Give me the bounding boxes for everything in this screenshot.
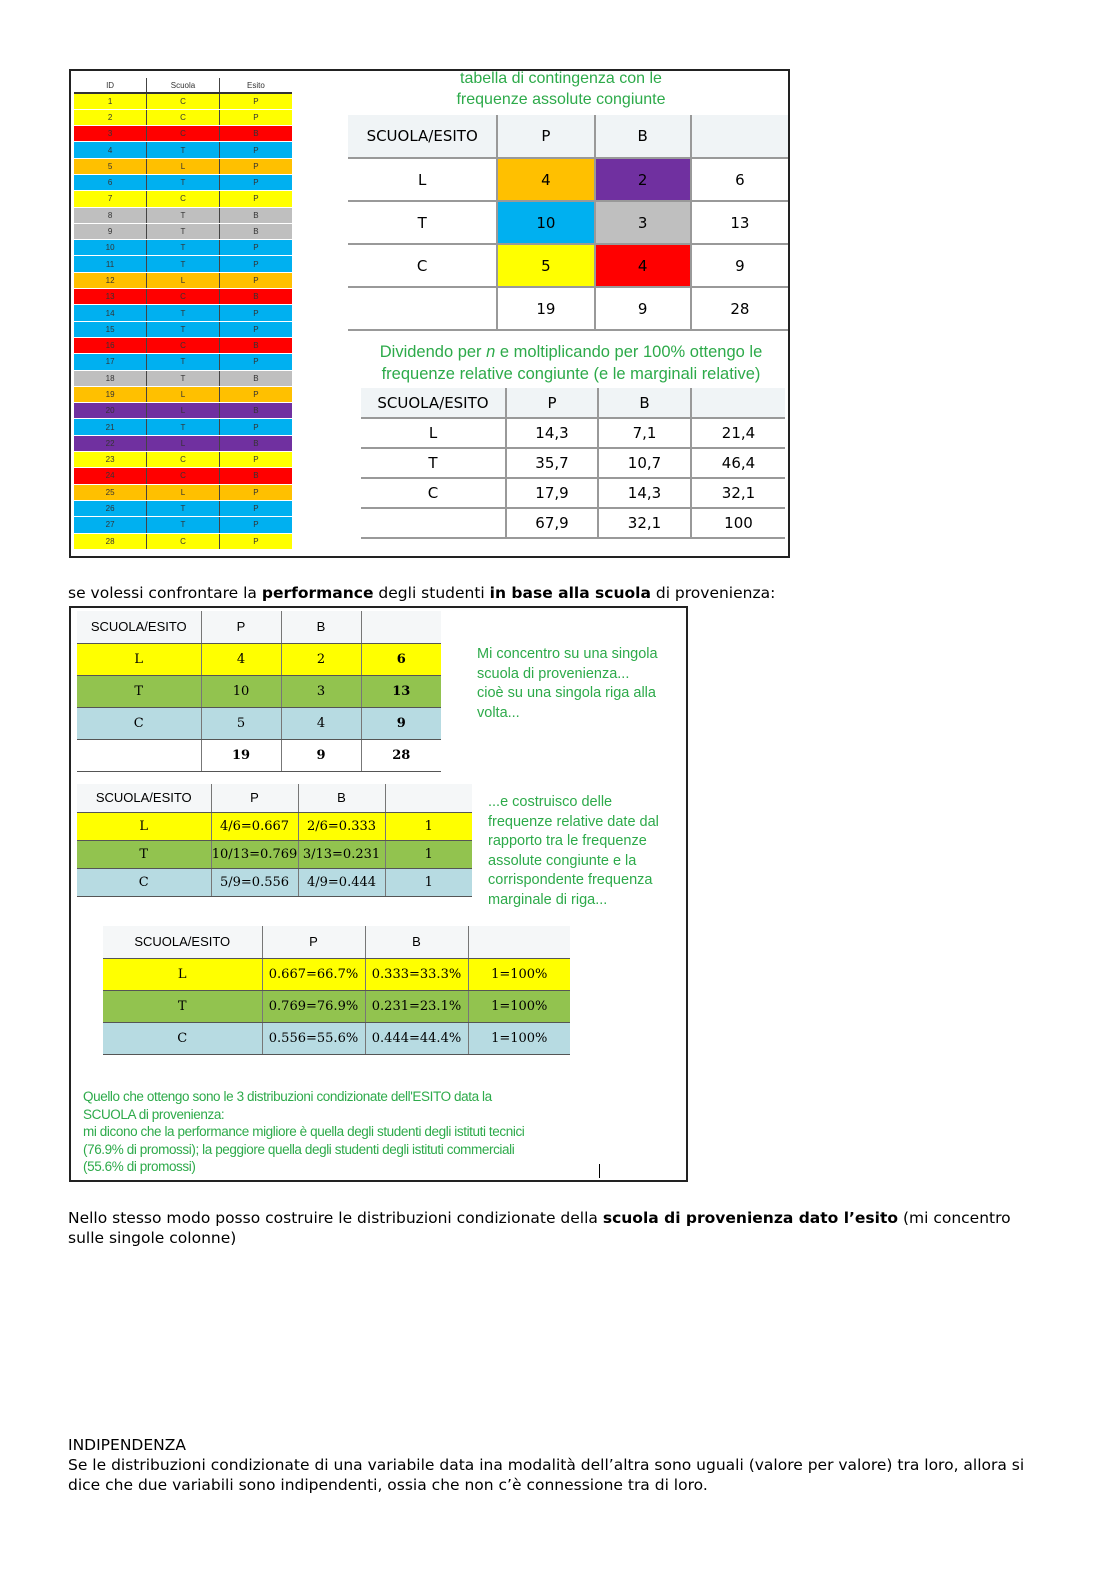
table-cell: B [219, 337, 292, 353]
relative-note: Dividendo per n e moltiplicando per 100% ottengo le frequenze relative congiunte (e le marginali relative) [379, 343, 763, 383]
table-row [77, 840, 472, 868]
table-row [74, 174, 292, 190]
table-row [74, 240, 292, 256]
table-row [74, 386, 292, 402]
table-cell: 100 [691, 508, 785, 538]
table-cell: 23 [74, 452, 147, 468]
table-cell: P [211, 784, 298, 812]
table-cell: 17,9 [506, 478, 598, 508]
table-cell: 19 [201, 739, 281, 771]
raw-data-table [74, 78, 292, 550]
table-cell: 24 [74, 468, 147, 484]
table-cell: 0.444=44.4% [365, 1022, 468, 1054]
table-row [74, 256, 292, 272]
table-cell: 5 [74, 158, 147, 174]
sentence-column-conditional: Nello stesso modo posso costruire le distribuzioni condizionate della scuola di provenienza dato l’esito (mi concentro sulle singole colonne) [68, 1209, 1011, 1247]
table-cell: 28 [361, 739, 441, 771]
note-line: Quello che ottengo sono le 3 distribuzioni condizionate dell'ESITO data la [83, 1089, 492, 1104]
table-row [74, 207, 292, 223]
note-line: marginale di riga... [488, 891, 608, 908]
table-cell: SCUOLA/ESITO [348, 115, 497, 158]
table-cell: C [147, 337, 220, 353]
contingency-table [348, 115, 788, 331]
table-cell: B [219, 468, 292, 484]
table-cell: C [361, 478, 506, 508]
table-row [348, 287, 788, 330]
table-cell: 0.556=55.6% [262, 1022, 365, 1054]
table-row [74, 223, 292, 239]
table-header-row [74, 78, 292, 93]
table-cell: 16 [74, 337, 147, 353]
table-cell: 19 [497, 287, 594, 330]
table-cell [348, 287, 497, 330]
table-cell: 1=100% [468, 1022, 570, 1054]
table-cell: 11 [74, 256, 147, 272]
table-cell: 4 [595, 244, 691, 287]
table-cell: C [147, 191, 220, 207]
note-line: volta... [477, 704, 520, 721]
table-cell: P [219, 191, 292, 207]
table-cell: 5/9=0.556 [211, 868, 298, 896]
table-cell: P [506, 388, 598, 418]
table-row [74, 337, 292, 353]
table-row [74, 289, 292, 305]
note-line: rapporto tra le frequenze [488, 833, 647, 849]
table-cell: 0.333=33.3% [365, 958, 468, 990]
table-cell: P [219, 452, 292, 468]
table-cell: B [219, 370, 292, 386]
table-row [77, 643, 441, 675]
table-cell: T [147, 305, 220, 321]
figure-contingency [69, 69, 790, 558]
table-row [103, 1022, 570, 1054]
header-cell: Esito [219, 78, 292, 93]
table-cell: 10 [497, 201, 594, 244]
table-header-row [77, 784, 472, 812]
table-cell: 1=100% [468, 958, 570, 990]
table-cell: T [147, 517, 220, 533]
table-cell: C [147, 452, 220, 468]
table-cell: P [219, 517, 292, 533]
table-cell: 4 [74, 142, 147, 158]
table-cell: T [147, 223, 220, 239]
table-cell: 46,4 [691, 448, 785, 478]
table-row [77, 739, 441, 771]
note-line: corrispondente frequenza [488, 872, 653, 888]
row-ratio-table [77, 784, 472, 897]
note-line: Mi concentro su una singola [477, 646, 658, 662]
header-cell: Scuola [147, 78, 220, 93]
table-cell: 67,9 [506, 508, 598, 538]
table-cell: P [219, 321, 292, 337]
table-cell: 6 [74, 174, 147, 190]
table-cell [77, 739, 201, 771]
absolute-row-table [77, 611, 441, 772]
table-cell: 9 [595, 287, 691, 330]
table-cell: 13 [74, 289, 147, 305]
table-cell: T [77, 675, 201, 707]
table-cell: L [147, 403, 220, 419]
table-cell: 22 [74, 435, 147, 451]
table-cell: 2 [74, 109, 147, 125]
table-cell: P [262, 926, 365, 958]
table-cell: 14,3 [506, 418, 598, 448]
table-row [74, 354, 292, 370]
table-row [74, 93, 292, 109]
table-row [74, 435, 292, 451]
table-cell: 9 [281, 739, 361, 771]
table-cell: L [147, 386, 220, 402]
table-cell: 1 [74, 93, 147, 109]
table-cell: T [147, 354, 220, 370]
table-cell: B [219, 126, 292, 142]
table-row [77, 707, 441, 739]
table-cell: C [147, 533, 220, 549]
note-line: (55.6% di promossi) [83, 1159, 196, 1174]
table-cell: 32,1 [598, 508, 691, 538]
table-cell [691, 388, 785, 418]
table-header-row [361, 388, 785, 418]
table-row [74, 109, 292, 125]
table-row [74, 419, 292, 435]
table-cell: P [219, 272, 292, 288]
table-cell: 0.231=23.1% [365, 990, 468, 1022]
table-cell: 4 [281, 707, 361, 739]
table-cell: P [219, 174, 292, 190]
table-cell: B [365, 926, 468, 958]
note-line: ...e costruisco delle [488, 794, 613, 810]
independence-text: Se le distribuzioni condizionate di una variabile data ina modalità dell’altra sono uguali (valore per valore) tra loro, allora si dice che due variabili sono indipendenti, ossia che non c’è connessione tra di loro. [68, 1456, 1025, 1494]
table-cell: SCUOLA/ESITO [77, 611, 201, 643]
table-cell: 1 [385, 812, 472, 840]
note-line: mi dicono che la performance migliore è quella degli studenti degli istituti tecnici [83, 1124, 525, 1139]
table-cell: 19 [74, 386, 147, 402]
table-cell: 4/6=0.667 [211, 812, 298, 840]
table-cell [361, 508, 506, 538]
header-cell: ID [74, 78, 147, 93]
table-cell: P [201, 611, 281, 643]
table-cell: T [361, 448, 506, 478]
table-cell: 6 [361, 643, 441, 675]
table-cell: 4/9=0.444 [298, 868, 385, 896]
note-line: frequenze relative date dal [488, 813, 659, 830]
table-row [74, 158, 292, 174]
table-cell: 2/6=0.333 [298, 812, 385, 840]
table-row [348, 244, 788, 287]
table-cell: P [219, 419, 292, 435]
table-row [348, 158, 788, 201]
table-cell: P [219, 305, 292, 321]
table-cell: 9 [691, 244, 788, 287]
note-line: scuola di provenienza... [477, 665, 630, 682]
table-cell: L [147, 158, 220, 174]
table-cell: 17 [74, 354, 147, 370]
table-cell: 13 [361, 675, 441, 707]
table-cell [361, 611, 441, 643]
table-cell: T [147, 370, 220, 386]
table-cell: B [281, 611, 361, 643]
table-cell: 10 [74, 240, 147, 256]
table-cell: P [219, 109, 292, 125]
table-row [74, 517, 292, 533]
table-cell: 10/13=0.769 [211, 840, 298, 868]
table-cell: 1 [385, 868, 472, 896]
table-cell: 9 [74, 223, 147, 239]
table-cell: 35,7 [506, 448, 598, 478]
table-row [74, 452, 292, 468]
table-cell: 3 [281, 675, 361, 707]
table-row [74, 272, 292, 288]
table-cell: 1=100% [468, 990, 570, 1022]
table-cell: L [361, 418, 506, 448]
table-cell: B [595, 115, 691, 158]
note-line: assolute congiunte e la [488, 852, 637, 869]
table-cell: 2 [281, 643, 361, 675]
table-row [74, 370, 292, 386]
table-cell: P [219, 533, 292, 549]
table-row [74, 191, 292, 207]
table-cell: 5 [201, 707, 281, 739]
table-cell: T [147, 256, 220, 272]
figure-conditional [69, 606, 688, 1182]
contingency-title: tabella di contingenza con le frequenze assolute congiunte [456, 70, 666, 108]
table-cell: 12 [74, 272, 147, 288]
table-row [74, 500, 292, 516]
table-cell: 4 [497, 158, 594, 201]
table-row [74, 403, 292, 419]
table-cell: B [219, 435, 292, 451]
table-row [74, 484, 292, 500]
table-cell: 0.769=76.9% [262, 990, 365, 1022]
table-row [74, 533, 292, 549]
table-cell: 27 [74, 517, 147, 533]
table-cell: T [147, 321, 220, 337]
table-cell: 7 [74, 191, 147, 207]
table-cell: L [103, 958, 262, 990]
table-cell: C [147, 109, 220, 125]
table-cell: P [497, 115, 594, 158]
table-cell: 18 [74, 370, 147, 386]
table-cell: 6 [691, 158, 788, 201]
table-cell: 10,7 [598, 448, 691, 478]
table-cell [691, 115, 788, 158]
table-cell: 10 [201, 675, 281, 707]
note-line: (76.9% di promossi); la peggiore quella degli studenti degli istituti commerciali [83, 1141, 515, 1157]
relative-frequency-table [361, 388, 785, 539]
table-cell: B [219, 207, 292, 223]
note-single-row [477, 645, 658, 723]
table-cell: T [77, 840, 211, 868]
table-cell: T [147, 500, 220, 516]
table-row [77, 675, 441, 707]
table-row [103, 958, 570, 990]
table-cell: C [147, 468, 220, 484]
table-cell: 26 [74, 500, 147, 516]
conclusion-note [83, 1088, 524, 1176]
table-cell: 32,1 [691, 478, 785, 508]
table-row [103, 990, 570, 1022]
table-header-row [77, 611, 441, 643]
table-cell: B [219, 289, 292, 305]
table-cell: 28 [691, 287, 788, 330]
table-row [74, 142, 292, 158]
table-row [348, 201, 788, 244]
table-cell: SCUOLA/ESITO [361, 388, 506, 418]
table-cell: C [348, 244, 497, 287]
table-cell: C [77, 707, 201, 739]
table-row [74, 126, 292, 142]
table-cell: L [77, 643, 201, 675]
table-cell: 8 [74, 207, 147, 223]
table-cell: 15 [74, 321, 147, 337]
table-cell: B [298, 784, 385, 812]
table-cell: 25 [74, 484, 147, 500]
table-cell: 21,4 [691, 418, 785, 448]
table-cell: P [219, 158, 292, 174]
table-cell: SCUOLA/ESITO [103, 926, 262, 958]
table-cell: T [147, 142, 220, 158]
table-cell [468, 926, 570, 958]
table-header-row [103, 926, 570, 958]
table-cell: P [219, 240, 292, 256]
table-cell: L [147, 435, 220, 451]
table-cell: L [348, 158, 497, 201]
table-cell: P [219, 142, 292, 158]
table-header-row [348, 115, 788, 158]
table-cell: 0.667=66.7% [262, 958, 365, 990]
table-cell: C [103, 1022, 262, 1054]
table-cell: B [598, 388, 691, 418]
row-percent-table [103, 926, 570, 1055]
table-cell: P [219, 484, 292, 500]
note-row-frequencies [488, 793, 659, 910]
independence-section [68, 1435, 1058, 1495]
table-cell: 28 [74, 533, 147, 549]
independence-heading: INDIPENDENZA [68, 1436, 186, 1454]
note-line: SCUOLA di provenienza: [83, 1106, 225, 1122]
table-cell: 20 [74, 403, 147, 419]
table-cell: C [147, 289, 220, 305]
table-cell: C [147, 126, 220, 142]
table-cell: SCUOLA/ESITO [77, 784, 211, 812]
table-cell: T [103, 990, 262, 1022]
table-cell: P [219, 256, 292, 272]
table-row [77, 868, 472, 896]
table-cell: L [77, 812, 211, 840]
table-cell: L [147, 484, 220, 500]
table-row [77, 812, 472, 840]
table-cell: 3 [595, 201, 691, 244]
table-cell: 5 [497, 244, 594, 287]
table-cell: 9 [361, 707, 441, 739]
table-cell: B [219, 223, 292, 239]
table-cell: L [147, 272, 220, 288]
table-cell: P [219, 386, 292, 402]
table-row [74, 468, 292, 484]
table-cell: 21 [74, 419, 147, 435]
sentence-performance: se volessi confrontare la performance degli studenti in base alla scuola di provenienza: [68, 584, 776, 602]
table-cell: 1 [385, 840, 472, 868]
table-cell: 7,1 [598, 418, 691, 448]
table-cell: T [147, 240, 220, 256]
table-row [74, 305, 292, 321]
table-row [361, 508, 785, 538]
table-cell: P [219, 354, 292, 370]
divider-mark [599, 1164, 600, 1178]
table-cell: T [147, 419, 220, 435]
table-cell: P [219, 93, 292, 109]
table-row [361, 448, 785, 478]
table-cell: T [348, 201, 497, 244]
table-row [361, 418, 785, 448]
table-cell: 3 [74, 126, 147, 142]
table-cell: B [219, 403, 292, 419]
table-cell: P [219, 500, 292, 516]
table-cell: 13 [691, 201, 788, 244]
table-cell: C [77, 868, 211, 896]
table-cell [385, 784, 472, 812]
table-cell: 3/13=0.231 [298, 840, 385, 868]
table-cell: 2 [595, 158, 691, 201]
table-row [74, 321, 292, 337]
note-line: cioè su una singola riga alla [477, 685, 656, 701]
table-cell: T [147, 174, 220, 190]
table-cell: 4 [201, 643, 281, 675]
table-cell: T [147, 207, 220, 223]
table-row [361, 478, 785, 508]
table-cell: 14 [74, 305, 147, 321]
table-cell: C [147, 93, 220, 109]
table-cell: 14,3 [598, 478, 691, 508]
